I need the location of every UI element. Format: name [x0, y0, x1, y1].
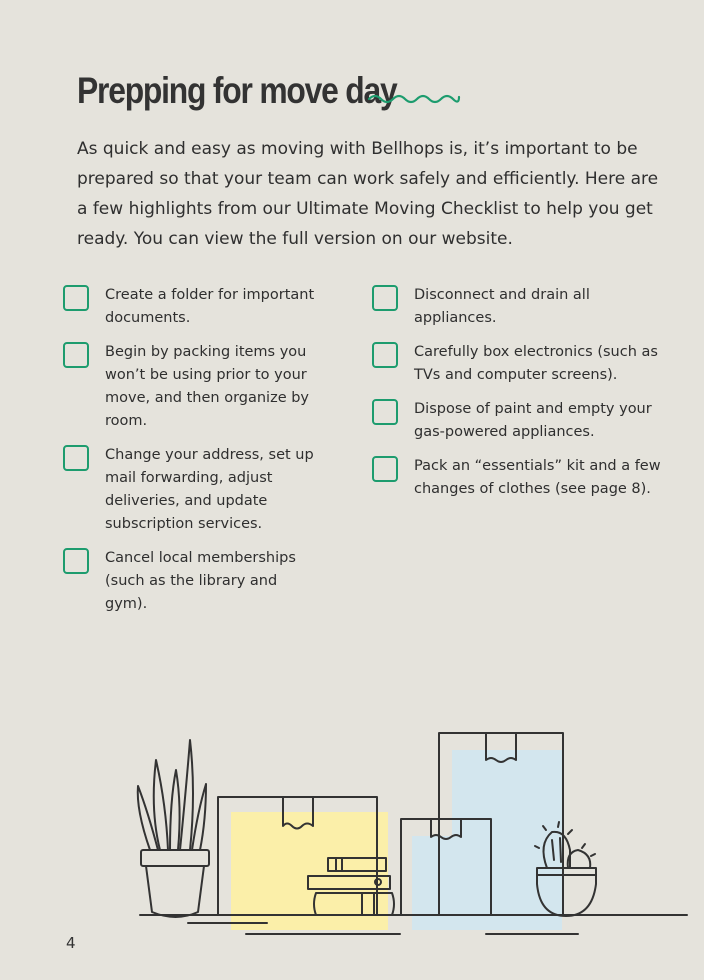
checklist-item-text: Cancel local memberships (such as the library and gym).	[105, 550, 296, 612]
checklist-item[interactable]	[372, 341, 662, 387]
checkbox-icon[interactable]	[63, 445, 89, 471]
checklist-item[interactable]	[63, 284, 323, 330]
checklist-left	[63, 284, 323, 627]
checklist-item-text: Create a folder for important documents.	[105, 287, 315, 326]
checklist-item-text: Pack an “essentials” kit and a few changes of clothes (see page 8).	[414, 458, 661, 497]
checklist-item[interactable]	[63, 547, 323, 616]
checklist-item-text: Begin by packing items you won’t be using prior to your move, and then organize by room.	[105, 344, 310, 429]
squiggle-decoration-icon	[367, 92, 461, 106]
checklist-item-text: Disconnect and drain all appliances.	[414, 287, 590, 326]
checklist-item[interactable]	[63, 341, 323, 433]
intro-paragraph: As quick and easy as moving with Bellhops is, it’s important to be prepared so that your team can work safely and efficiently. Here are a few highlights from our Ultimate Moving Checklist to help you get ready. You can view the full version on our website.	[77, 139, 659, 249]
checklist-item[interactable]	[372, 284, 662, 330]
checkbox-icon[interactable]	[372, 285, 398, 311]
page-title: Prepping for move day	[77, 70, 397, 111]
title-row	[77, 70, 449, 112]
checklist-item[interactable]	[63, 444, 323, 536]
checkbox-icon[interactable]	[63, 548, 89, 574]
checkbox-icon[interactable]	[372, 399, 398, 425]
plant-pot-icon	[138, 740, 209, 917]
checklist-item-text: Dispose of paint and empty your gas-powered appliances.	[414, 401, 652, 440]
checklist-item[interactable]	[372, 455, 662, 501]
checklist-item-text: Carefully box electronics (such as TVs and computer screens).	[414, 344, 658, 383]
checklist-item-text: Change your address, set up mail forwarding, adjust deliveries, and update subscription services.	[105, 447, 314, 532]
checkbox-icon[interactable]	[372, 456, 398, 482]
checklist-right	[372, 284, 662, 512]
checkbox-icon[interactable]	[372, 342, 398, 368]
checkbox-icon[interactable]	[63, 342, 89, 368]
checklist-item[interactable]	[372, 398, 662, 444]
moving-boxes-illustration-icon	[0, 700, 704, 950]
checkbox-icon[interactable]	[63, 285, 89, 311]
page-number: 4	[66, 934, 76, 952]
